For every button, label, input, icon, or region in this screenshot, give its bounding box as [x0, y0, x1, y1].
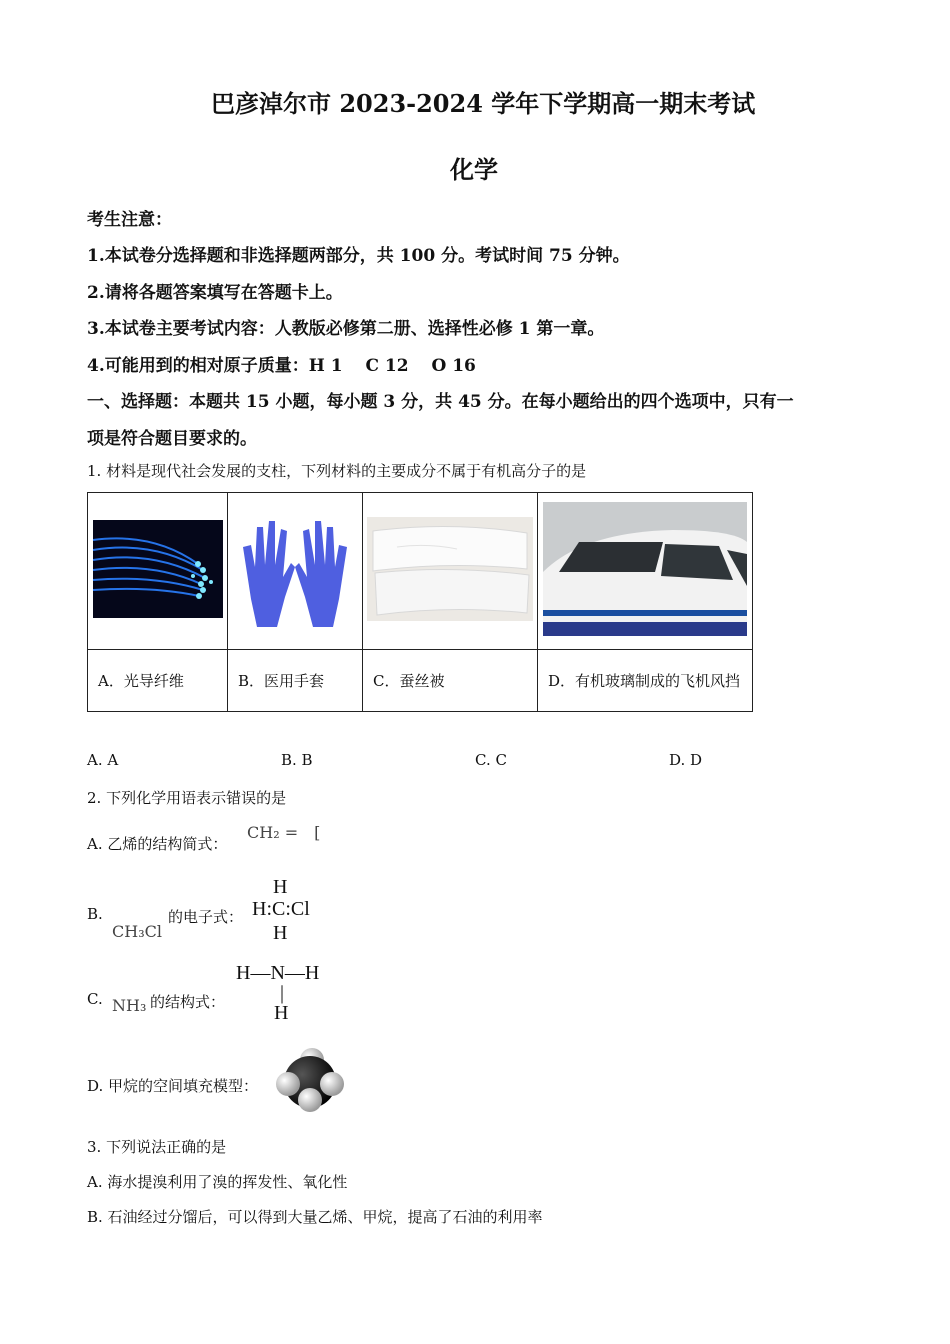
q1-option-a: A. A: [87, 751, 119, 769]
q3-option-b: B. 石油经过分馏后，可以得到大量乙烯、甲烷，提高了石油的利用率: [87, 1208, 543, 1226]
airplane-windshield-image: [543, 502, 747, 636]
q2-option-c-prefix: C.: [87, 990, 103, 1008]
structural-formula-bond: |: [280, 982, 285, 1004]
structural-formula-bottom: H: [274, 1002, 289, 1024]
notice-item-1: 1.本试卷分选择题和非选择题两部分，共 100 分。考试时间 75 分钟。: [87, 246, 630, 266]
q1-option-c: C. C: [475, 751, 507, 769]
electron-formula-bottom: H: [273, 922, 288, 944]
q2-option-b-prefix: B.: [87, 905, 103, 923]
notice-item-3: 3.本试卷主要考试内容：人教版必修第二册、选择性必修 1 第一章。: [87, 319, 605, 339]
q2-option-a-text: A. 乙烯的结构简式：: [87, 835, 228, 853]
silk-quilt-image: [367, 517, 533, 621]
q3-stem: 3. 下列说法正确的是: [87, 1138, 227, 1156]
q2-option-d-text: D. 甲烷的空间填充模型：: [87, 1077, 259, 1095]
section-heading-line2: 项是符合题目要求的。: [87, 429, 257, 449]
section-heading-line1: 一、选择题：本题共 15 小题，每小题 3 分，共 45 分。在每小题给出的四个选项中，只有一: [87, 392, 794, 412]
q2-stem: 2. 下列化学用语表示错误的是: [87, 789, 287, 807]
optical-fiber-image: [93, 520, 223, 618]
exam-title: 巴彦淖尔市 2023-2024 学年下学期高一期末考试: [211, 89, 756, 118]
notice-heading: 考生注意：: [87, 210, 172, 230]
q2-option-c-formula: NH₃: [112, 996, 147, 1015]
cell-silk-quilt: [363, 493, 538, 650]
electron-formula-middle: H:C:Cl: [252, 898, 310, 920]
electron-formula-top: H: [273, 876, 288, 898]
structural-formula-top: H—N—H: [236, 962, 320, 984]
label-medical-gloves: B．医用手套: [228, 650, 363, 712]
notice-item-4: 4.可能用到的相对原子质量：H 1 C 12 O 16: [87, 356, 476, 376]
label-optical-fiber: A．光导纤维: [88, 650, 228, 712]
cell-medical-gloves: [228, 493, 363, 650]
subject-title: 化学: [450, 155, 498, 184]
label-silk-quilt: C．蚕丝被: [363, 650, 538, 712]
cell-airplane-windshield: [538, 493, 753, 650]
q2-option-b-text: 的电子式：: [168, 908, 244, 926]
notice-item-2: 2.请将各题答案填写在答题卡上。: [87, 283, 343, 303]
q1-option-b: B. B: [281, 751, 313, 769]
q3-option-a: A. 海水提溴利用了溴的挥发性、氧化性: [87, 1173, 348, 1191]
methane-space-filling-model: [274, 1046, 346, 1114]
q1-stem: 1. 材料是现代社会发展的支柱，下列材料的主要成分不属于有机高分子的是: [87, 462, 587, 480]
q2-option-a-formula: CH₂ = [: [247, 823, 321, 842]
medical-gloves-image: [233, 507, 357, 631]
q1-option-d: D. D: [669, 751, 703, 769]
label-airplane-windshield: D．有机玻璃制成的飞机风挡: [538, 650, 753, 712]
q2-option-c-text: 的结构式：: [150, 993, 226, 1011]
q1-materials-table: [87, 492, 753, 712]
q2-option-b-formula: CH₃Cl: [112, 922, 162, 941]
cell-optical-fiber: [88, 493, 228, 650]
